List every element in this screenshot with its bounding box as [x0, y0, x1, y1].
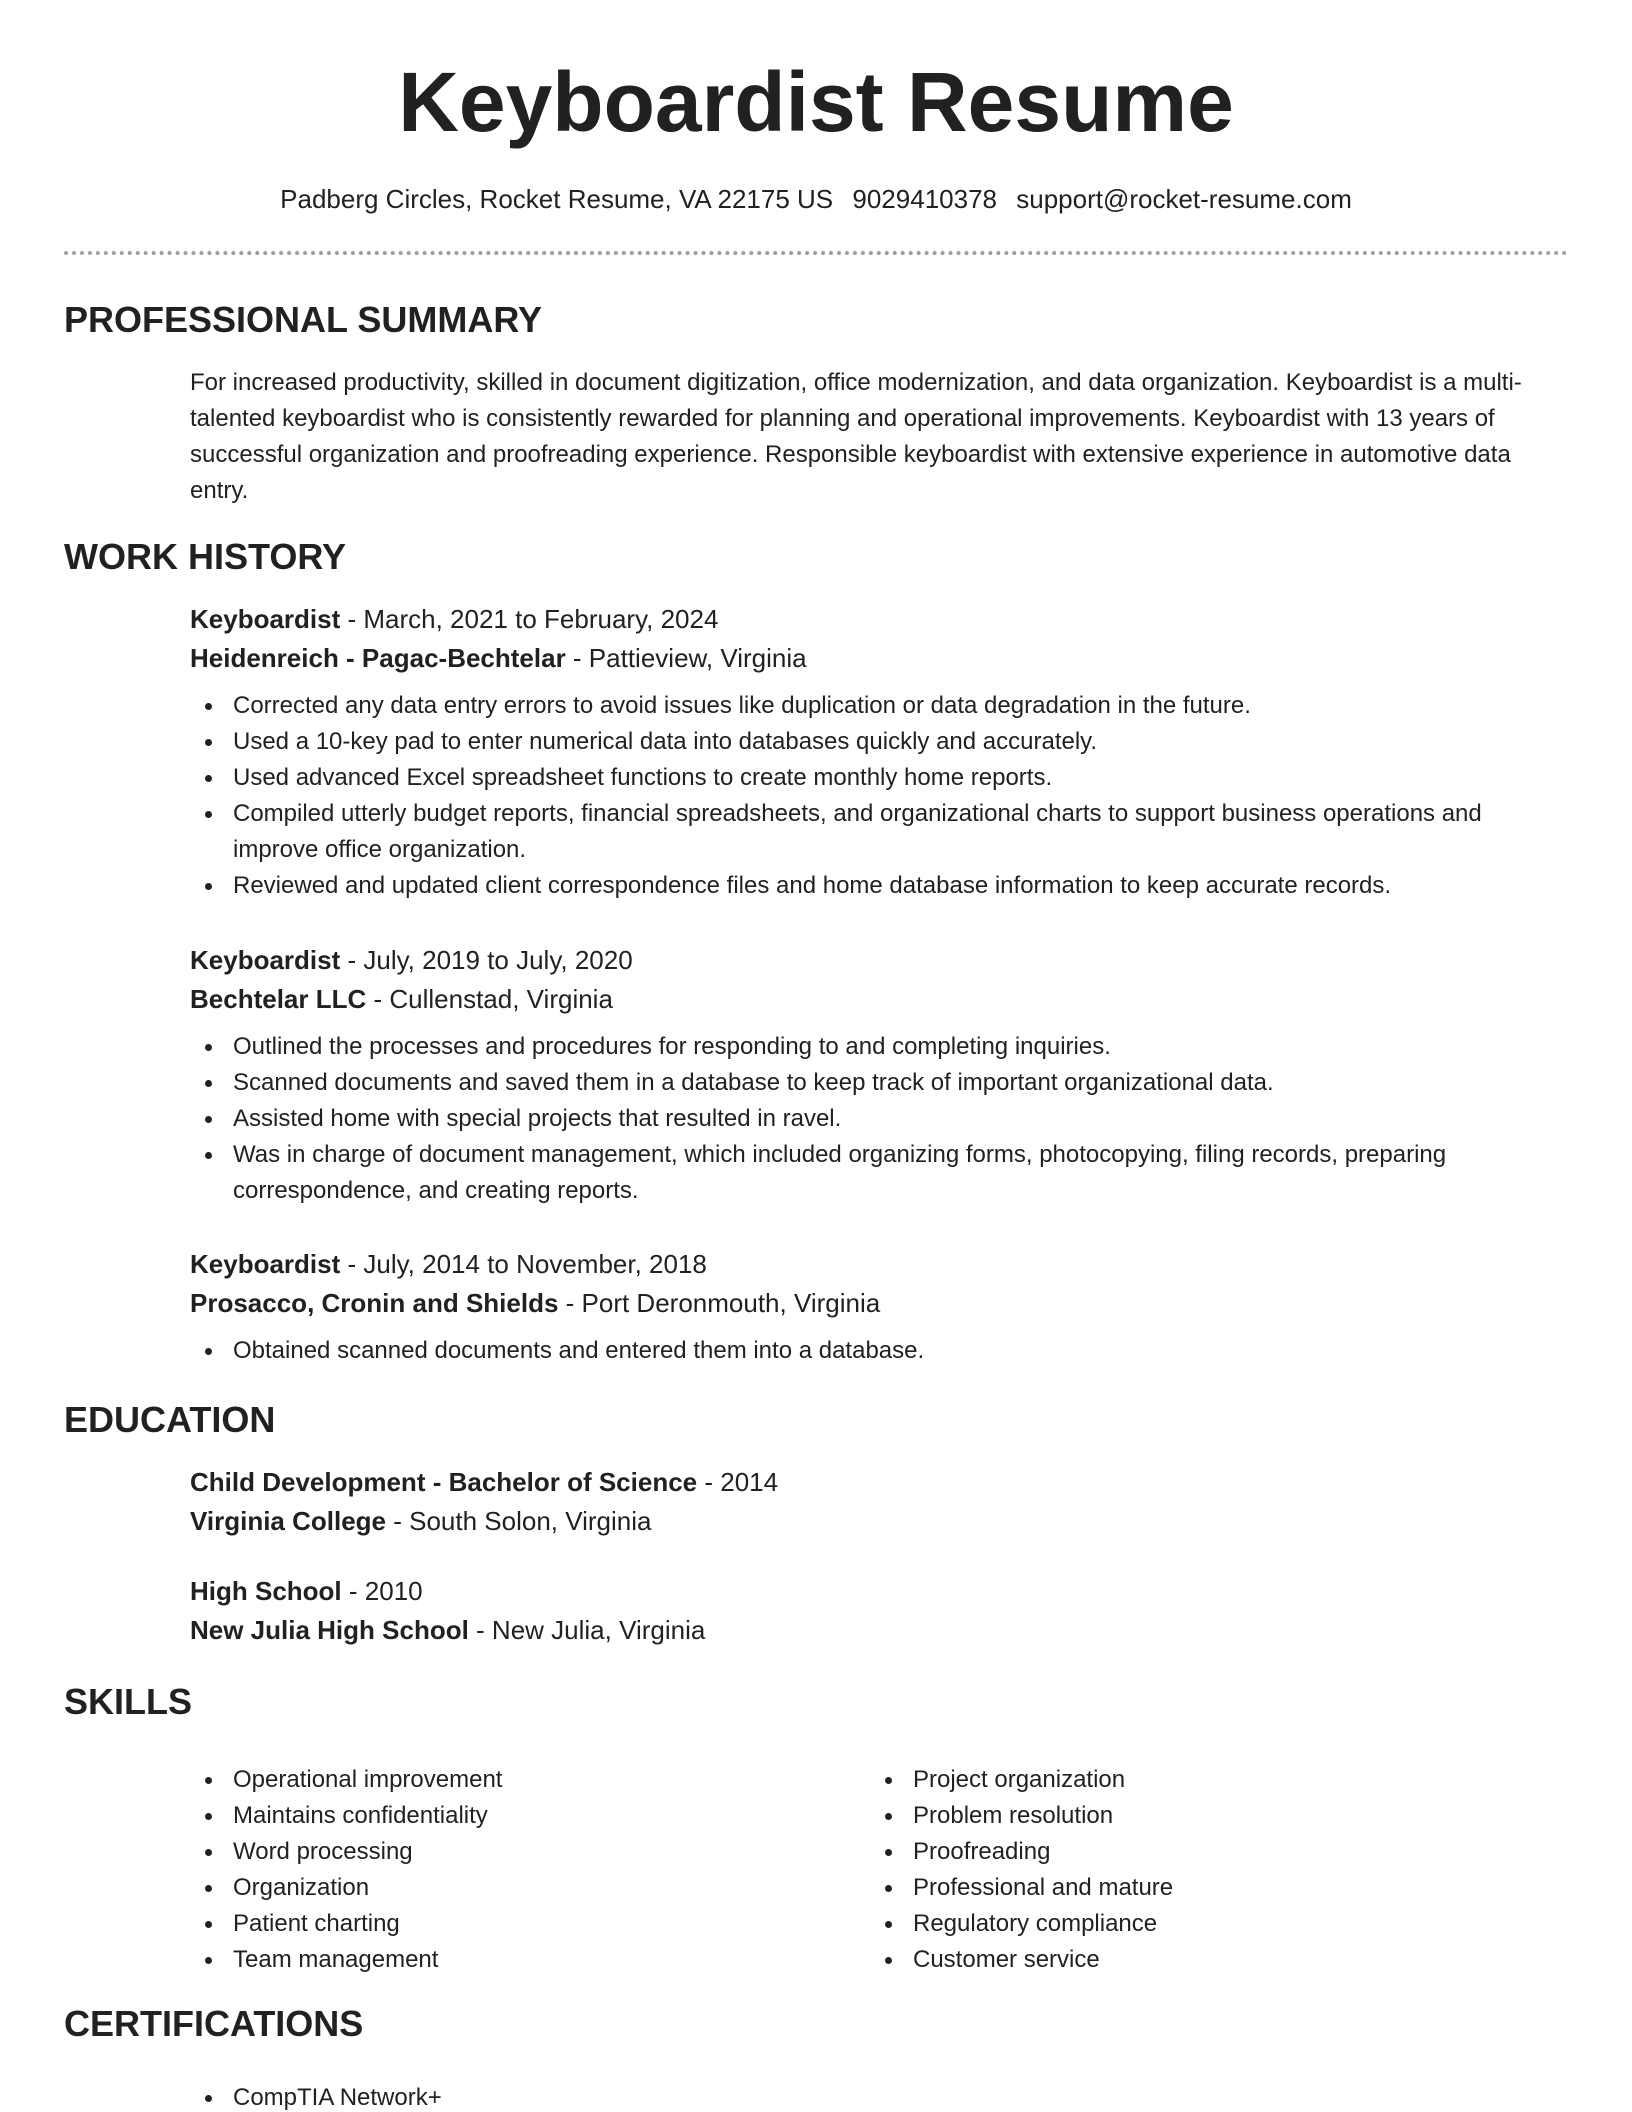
job-location: - Cullenstad, Virginia — [366, 984, 613, 1014]
list-item: Customer service — [870, 1942, 1550, 1978]
school: Virginia College — [190, 1506, 387, 1536]
email: support@rocket-resume.com — [1016, 184, 1352, 214]
job-title-line — [190, 600, 1570, 639]
summary-heading: PROFESSIONAL SUMMARY — [64, 299, 543, 340]
list-item: Was in charge of document management, which included organizing forms, photocopying, filing records, preparing correspondence, and creating reports. — [190, 1137, 1570, 1209]
list-item: Regulatory compliance — [870, 1906, 1550, 1942]
education-heading: EDUCATION — [64, 1399, 276, 1440]
list-item: Compiled utterly budget reports, financial spreadsheets, and organizational charts to support business operations and improve office organization. — [190, 796, 1570, 868]
job-company-line — [190, 1284, 1570, 1323]
job-dates: - July, 2019 to July, 2020 — [340, 945, 633, 975]
list-item: Obtained scanned documents and entered them into a database. — [190, 1333, 1570, 1369]
job-company: Heidenreich - Pagac-Bechtelar — [190, 643, 566, 673]
degree-year: - 2010 — [341, 1576, 423, 1606]
education-entry — [190, 1572, 1570, 1650]
address: Padberg Circles, Rocket Resume, VA 22175 US — [280, 184, 834, 214]
skills-column-1 — [190, 1762, 870, 1978]
job-role: Keyboardist — [190, 604, 341, 634]
job-title-line — [190, 1245, 1570, 1284]
school-line — [190, 1611, 1570, 1650]
list-item: Word processing — [190, 1834, 870, 1870]
job-location: - Pattieview, Virginia — [565, 643, 807, 673]
list-item: Maintains confidentiality — [190, 1798, 870, 1834]
list-item: Used advanced Excel spreadsheet functions to create monthly home reports. — [190, 760, 1570, 796]
list-item: Assisted home with special projects that resulted in ravel. — [190, 1101, 1570, 1137]
work-history-heading: WORK HISTORY — [64, 536, 347, 577]
skills-grid — [190, 1762, 1570, 1978]
education-entry — [190, 1463, 1570, 1541]
school-location: - South Solon, Virginia — [386, 1506, 652, 1536]
list-item: Problem resolution — [870, 1798, 1550, 1834]
phone: 9029410378 — [852, 184, 997, 214]
skills-column-2 — [870, 1762, 1550, 1978]
list-item: Operational improvement — [190, 1762, 870, 1798]
certifications-list — [190, 2080, 1390, 2112]
job-entry — [190, 1245, 1570, 1369]
school-line — [190, 1502, 1570, 1541]
job-role: Keyboardist — [190, 945, 341, 975]
degree: Child Development - Bachelor of Science — [190, 1467, 698, 1497]
job-title-line — [190, 941, 1570, 980]
job-entry — [190, 600, 1570, 904]
list-item: Used a 10-key pad to enter numerical data into databases quickly and accurately. — [190, 724, 1570, 760]
job-bullets — [190, 1029, 1570, 1209]
list-item: Reviewed and updated client correspondence files and home database information to keep accurate records. — [190, 868, 1570, 904]
summary-text: For increased productivity, skilled in document digitization, office modernization, and data organization. Keyboardist is a multi-talented keyboardist who is consistently rewarded for planning and operational improvements. Keyboardist with 13 years of successful organization and proofreading experience. Responsible keyboardist with extensive experience in automotive data entry. — [190, 369, 1522, 504]
list-item: Outlined the processes and procedures for responding to and completing inquiries. — [190, 1029, 1570, 1065]
school: New Julia High School — [190, 1615, 469, 1645]
certifications-heading: CERTIFICATIONS — [64, 2003, 364, 2044]
list-item: Team management — [190, 1942, 870, 1978]
list-item: Organization — [190, 1870, 870, 1906]
job-company-line — [190, 980, 1570, 1019]
degree-line — [190, 1572, 1570, 1611]
resume-title: Keyboardist Resume — [398, 55, 1234, 149]
job-bullets — [190, 688, 1570, 904]
list-item: Corrected any data entry errors to avoid issues like duplication or data degradation in the future. — [190, 688, 1570, 724]
job-company-line — [190, 639, 1570, 678]
list-item: Patient charting — [190, 1906, 870, 1942]
list-item: Scanned documents and saved them in a database to keep track of important organizational data. — [190, 1065, 1570, 1101]
degree-line — [190, 1463, 1570, 1502]
contact-line — [0, 182, 1632, 216]
list-item: Proofreading — [870, 1834, 1550, 1870]
job-dates: - July, 2014 to November, 2018 — [340, 1249, 707, 1279]
job-entry — [190, 941, 1570, 1209]
job-location: - Port Deronmouth, Virginia — [558, 1288, 881, 1318]
skills-heading: SKILLS — [64, 1681, 193, 1722]
school-location: - New Julia, Virginia — [468, 1615, 706, 1645]
list-item: Professional and mature — [870, 1870, 1550, 1906]
job-company: Prosacco, Cronin and Shields — [190, 1288, 559, 1318]
degree: High School — [190, 1576, 342, 1606]
list-item: Project organization — [870, 1762, 1550, 1798]
header-divider — [64, 251, 1568, 255]
job-company: Bechtelar LLC — [190, 984, 367, 1014]
job-dates: - March, 2021 to February, 2024 — [340, 604, 719, 634]
list-item: CompTIA Network+ — [190, 2080, 1390, 2112]
job-role: Keyboardist — [190, 1249, 341, 1279]
job-bullets — [190, 1333, 1570, 1369]
degree-year: - 2014 — [697, 1467, 779, 1497]
